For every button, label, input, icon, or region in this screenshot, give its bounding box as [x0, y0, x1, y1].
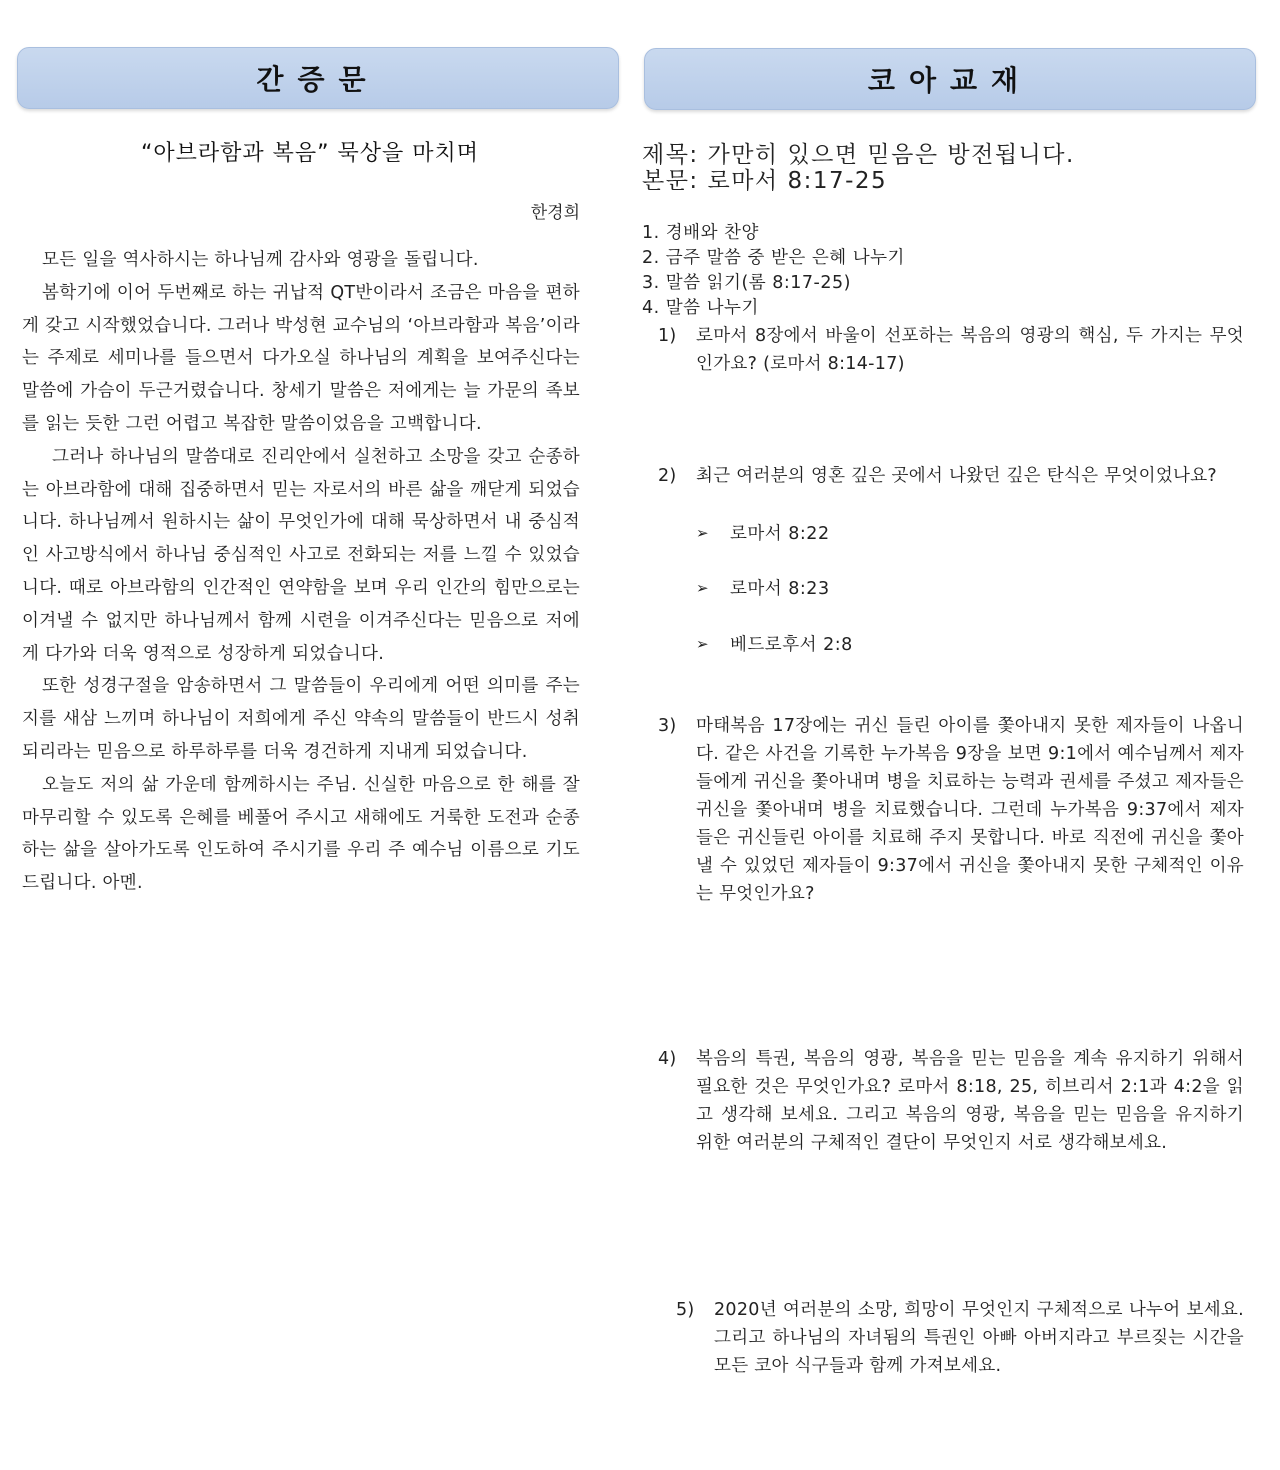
question-text: 마태복음 17장에는 귀신 들린 아이를 쫓아내지 못한 제자들이 나옵니다. 같은 사건을 기록한 누가복음 9장을 보면 9:1에서 예수님께서 제자들에게 귀신을 쫓아내며 병을 치료하는 능력과 권세를 주셨고 제자들은 귀신을 쫓아내며 병을 치료했습니다. 그런데 누가복음 9:37에서 제자들은 귀신들린 아이를 치료해 주지 못합니다. 바로 직전에 귀신을 쫓아낼 수 있었던 제자들이 9:37에서 귀신을 쫓아내지 못한 구체적인 이유는 무엇인가요?: [696, 716, 1244, 904]
essay-paragraph: 또한 성경구절을 암송하면서 그 말씀들이 우리에게 어떤 의미를 주는지를 새삼 느끼며 하나님이 저희에게 주신 약속의 말씀들이 반드시 성취되리라는 믿음으로 하루하루를 더욱 경건하게 지내게 되었습니다.: [22, 676, 580, 762]
order-item: 4. 말씀 나누기: [642, 298, 759, 318]
reference-text: 베드로후서 2:8: [730, 635, 853, 655]
question-text: 최근 여러분의 영혼 깊은 곳에서 나왔던 깊은 탄식은 무엇이었나요?: [696, 466, 1218, 486]
study-title-block: [642, 142, 1262, 194]
question-text: 복음의 특권, 복음의 영광, 복음을 믿는 믿음을 계속 유지하기 위해서 필요한 것은 무엇인가요? 로마서 8:18, 25, 히브리서 2:1과 4:2을 읽고 생각해 보세요. 그리고 복음의 영광, 복음을 믿는 믿음을 유지하기 위한 여러분의 구체적인 결단이 무엇인지 서로 생각해보세요.: [696, 1049, 1244, 1153]
question-1: [658, 322, 1244, 378]
question-number: 4): [658, 1049, 677, 1069]
order-item: 1. 경배와 찬양: [642, 223, 759, 243]
reference-item: [696, 631, 853, 656]
arrow-bullet-icon: ➢: [696, 523, 710, 542]
essay-paragraph: 오늘도 저의 삶 가운데 함께하시는 주님. 신실한 마음으로 한 해를 잘 마무리할 수 있도록 은혜를 베풀어 주시고 새해에도 거룩한 도전과 순종하는 삶을 살아가도록 인도하여 주시기를 우리 주 예수님 이름으로 기도 드립니다. 아멘.: [22, 774, 580, 894]
question-number: 3): [658, 716, 677, 736]
order-of-meeting: [642, 221, 1262, 321]
essay-body: [22, 244, 580, 900]
question-text: 로마서 8장에서 바울이 선포하는 복음의 영광의 핵심, 두 가지는 무엇인가요? (로마서 8:14-17): [696, 326, 1244, 374]
reference-item: [696, 575, 830, 600]
essay-paragraph: 그러나 하나님의 말씀대로 진리안에서 실천하고 소망을 갖고 순종하는 아브라함에 대해 집중하면서 믿는 자로서의 바른 삶을 깨닫게 되었습니다. 하나님께서 원하시는 삶이 무엇인가에 대해 묵상하면서 내 중심적인 사고방식에서 하나님 중심적인 사고로 전화되는 저를 느낄 수 있었습니다. 때로 아브라함의 인간적인 연약함을 보며 우리 인간의 힘만으로는 이겨낼 수 없지만 하나님께서 함께 시련을 이겨주신다는 믿음으로 저에게 다가와 더욱 영적으로 성장하게 되었습니다.: [22, 446, 580, 664]
testimony-header: 간증문: [17, 47, 619, 109]
question-5: [676, 1296, 1244, 1380]
question-3: [658, 712, 1244, 908]
question-number: 1): [658, 326, 677, 346]
order-item: 2. 금주 말씀 중 받은 은혜 나누기: [642, 248, 905, 268]
essay-title: “아브라함과 복음” 묵상을 마치며: [140, 141, 480, 166]
reference-text: 로마서 8:23: [730, 579, 830, 599]
essay-paragraph: 봄학기에 이어 두번째로 하는 귀납적 QT반이라서 조금은 마음을 편하게 갖고 시작했었습니다. 그러나 박성현 교수님의 ‘아브라함과 복음’이라는 주제로 세미나를 들으면서 다가오실 하나님의 계획을 보여주신다는 말씀에 가슴이 두근거렸습니다. 창세기 말씀은 저에게는 늘 가문의 족보를 읽는 듯한 그런 어렵고 복잡한 말씀이었음을 고백합니다.: [22, 282, 580, 434]
arrow-bullet-icon: ➢: [696, 578, 710, 597]
sermon-title: 제목: 가만히 있으면 믿음은 방전됩니다.: [642, 142, 1075, 168]
reference-item: [696, 520, 830, 545]
study-guide-header: 코아교재: [644, 48, 1256, 110]
question-text: 2020년 여러분의 소망, 희망이 무엇인지 구체적으로 나누어 보세요. 그리고 하나님의 자녀됨의 특권인 아빠 아버지라고 부르짖는 시간을 모든 코아 식구들과 함께 가져보세요.: [714, 1300, 1244, 1376]
question-number: 5): [676, 1300, 695, 1320]
question-2: [658, 462, 1244, 490]
essay-paragraph: 모든 일을 역사하시는 하나님께 감사와 영광을 돌립니다.: [42, 250, 479, 270]
essay-author: 한경희: [530, 203, 580, 223]
arrow-bullet-icon: ➢: [696, 634, 710, 653]
question-number: 2): [658, 466, 677, 486]
question-4: [658, 1045, 1244, 1157]
reference-text: 로마서 8:22: [730, 524, 830, 544]
sermon-passage: 본문: 로마서 8:17-25: [642, 168, 888, 194]
order-item: 3. 말씀 읽기(롬 8:17-25): [642, 273, 851, 293]
